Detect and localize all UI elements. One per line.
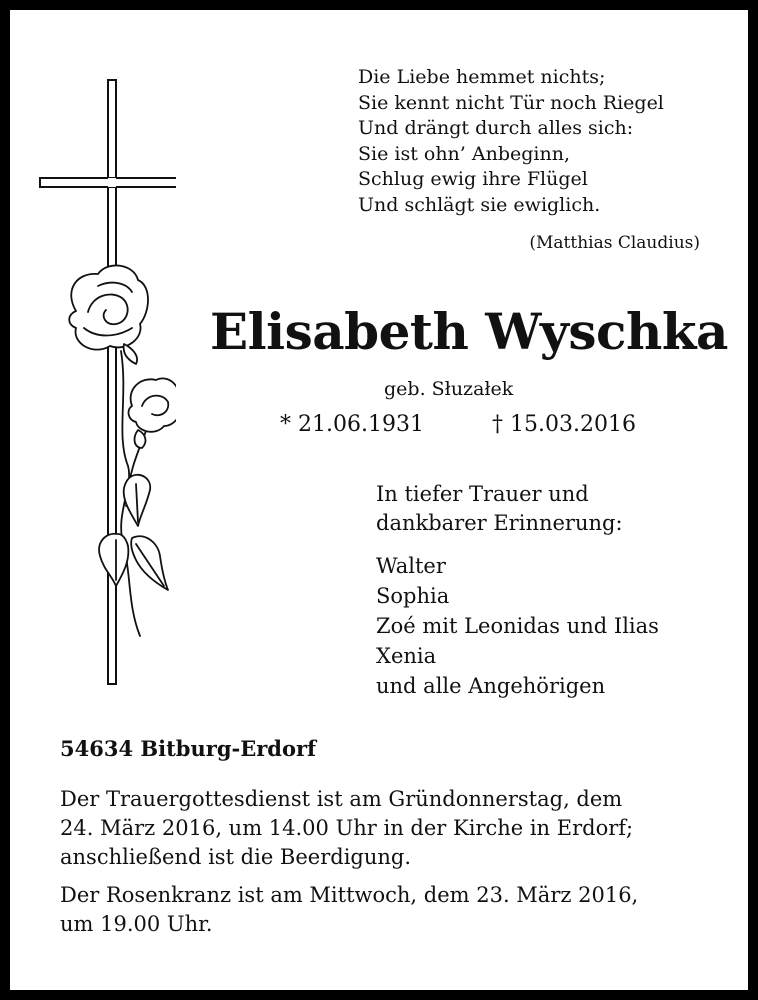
mourning-line: dankbarer Erinnerung:: [376, 511, 623, 535]
poem-author: (Matthias Claudius): [529, 233, 700, 253]
maiden-name: geb. Słuzałek: [384, 378, 514, 400]
rosary-notice: [60, 881, 700, 939]
poem-line: Und drängt durch alles sich:: [358, 117, 634, 139]
notice-line: Der Trauergottesdienst ist am Gründonnerstag, dem: [60, 787, 623, 811]
family-member: und alle Angehörigen: [376, 674, 606, 698]
location: 54634 Bitburg-Erdorf: [60, 736, 317, 761]
poem-line: Sie ist ohn’ Anbeginn,: [358, 142, 570, 165]
notice-line: anschließend ist die Beerdigung.: [60, 845, 412, 869]
notice-line: um 19.00 Uhr.: [60, 912, 213, 936]
cross-with-roses-icon: [36, 76, 176, 692]
poem-line: Und schlägt sie ewiglich.: [358, 193, 601, 216]
notice-line: 24. März 2016, um 14.00 Uhr in der Kirche in Erdorf;: [60, 816, 634, 840]
deceased-name: Elisabeth Wyschka: [210, 302, 728, 361]
family-member: Zoé mit Leonidas und Ilias: [376, 614, 659, 638]
mourning-line: In tiefer Trauer und: [376, 482, 589, 506]
family-member: Walter: [376, 554, 446, 578]
poem-line: Schlug ewig ihre Flügel: [358, 168, 588, 190]
death-date: † 15.03.2016: [492, 412, 636, 437]
family-member: Xenia: [376, 644, 437, 668]
obituary-card: [10, 10, 748, 990]
poem-line: Die Liebe hemmet nichts;: [358, 66, 606, 88]
birth-date: * 21.06.1931: [280, 412, 424, 437]
poem-line: Sie kennt nicht Tür noch Riegel: [358, 91, 664, 114]
poem: [358, 65, 718, 218]
service-notice: [60, 785, 700, 872]
family-list: [376, 551, 659, 701]
mourning-statement: [376, 480, 623, 538]
notice-line: Der Rosenkranz ist am Mittwoch, dem 23. März 2016,: [60, 883, 639, 907]
family-member: Sophia: [376, 584, 450, 608]
